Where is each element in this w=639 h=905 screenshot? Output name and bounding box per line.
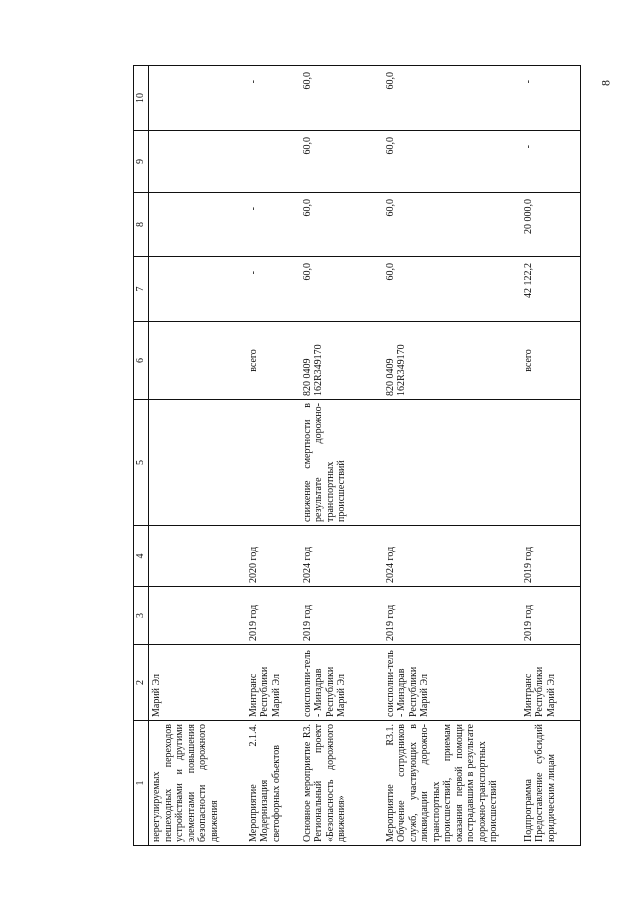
cell-value-7 [149, 257, 246, 322]
cell-result: снижение смертности в результате дорожно-транспортных происшествий [300, 400, 383, 526]
cell-value-9: - [521, 131, 581, 193]
header-col-10: 10 [134, 66, 149, 131]
cell-value-9: 60,0 [300, 131, 383, 193]
cell-end-year: 2019 год [521, 526, 581, 587]
cell-value-8 [149, 193, 246, 257]
table-row [300, 66, 383, 846]
cell-value-9 [246, 131, 300, 193]
cell-value-7: 60,0 [300, 257, 383, 322]
cell-executor: Минтранс Республики Марий Эл [521, 645, 581, 721]
table-row [383, 66, 521, 846]
cell-value-10: - [246, 66, 300, 131]
cell-activity: Основное мероприятие R3. Региональный проект «Безопасность дорожного движения» [300, 721, 383, 846]
cell-value-7: 42 122,2 [521, 257, 581, 322]
cell-value-10: 60,0 [383, 66, 521, 131]
cell-end-year: 2024 год [300, 526, 383, 587]
program-table [133, 65, 581, 846]
cell-value-7: 60,0 [383, 257, 521, 322]
cell-result [521, 400, 581, 526]
cell-value-8: 20 000,0 [521, 193, 581, 257]
header-col-2: 2 [134, 645, 149, 721]
header-col-1: 1 [134, 721, 149, 846]
cell-budget-code: 820 0409 162R349170 [383, 322, 521, 400]
header-col-6: 6 [134, 322, 149, 400]
cell-budget-code: 820 0409 162R349170 [300, 322, 383, 400]
table-row [149, 66, 246, 846]
cell-end-year: 2020 год [246, 526, 300, 587]
cell-activity: Подпрограмма Предоставление субсидий юридическим лицам [521, 721, 581, 846]
cell-value-10 [149, 66, 246, 131]
page-number: 8 [598, 80, 613, 86]
cell-executor: соисполни-тель - Минздрав Республики Марий Эл [300, 645, 383, 721]
header-col-7: 7 [134, 257, 149, 322]
rotated-page-content [133, 66, 583, 846]
table-row [521, 66, 581, 846]
cell-budget-code [149, 322, 246, 400]
cell-end-year [149, 526, 246, 587]
header-col-5: 5 [134, 400, 149, 526]
cell-activity: Мероприятие 2.1.4. Модернизация светофорных объектов [246, 721, 300, 846]
cell-budget-code: всего [246, 322, 300, 400]
cell-value-8: - [246, 193, 300, 257]
cell-result [246, 400, 300, 526]
cell-value-8: 60,0 [300, 193, 383, 257]
cell-start-year [149, 587, 246, 645]
cell-executor: Марий Эл [149, 645, 246, 721]
cell-executor: Минтранс Республики Марий Эл [246, 645, 300, 721]
cell-start-year: 2019 год [383, 587, 521, 645]
header-col-4: 4 [134, 526, 149, 587]
cell-value-7: - [246, 257, 300, 322]
cell-start-year: 2019 год [300, 587, 383, 645]
cell-result [383, 400, 521, 526]
header-col-9: 9 [134, 131, 149, 193]
cell-end-year: 2024 год [383, 526, 521, 587]
cell-result [149, 400, 246, 526]
cell-budget-code: всего [521, 322, 581, 400]
cell-activity: Мероприятие R3.1. Обучение сотрудников служб, участвующих в ликвидации дорожно-транспортных происшествий, приемам оказания первой помощи пострадавшим в результате дорожно-транспортных происшествий [383, 721, 521, 846]
cell-start-year: 2019 год [521, 587, 581, 645]
header-col-8: 8 [134, 193, 149, 257]
table-row [246, 66, 300, 846]
cell-value-9: 60,0 [383, 131, 521, 193]
cell-value-10: 60,0 [300, 66, 383, 131]
cell-value-10: - [521, 66, 581, 131]
cell-value-9 [149, 131, 246, 193]
cell-executor: соисполни-тель - Минздрав Республики Марий Эл [383, 645, 521, 721]
header-row [134, 66, 149, 846]
header-col-3: 3 [134, 587, 149, 645]
cell-start-year: 2019 год [246, 587, 300, 645]
cell-activity: нерегулируемых пешеходных переходов устройствами и другими элементами повышения безопасности дорожного движения [149, 721, 246, 846]
cell-value-8: 60,0 [383, 193, 521, 257]
